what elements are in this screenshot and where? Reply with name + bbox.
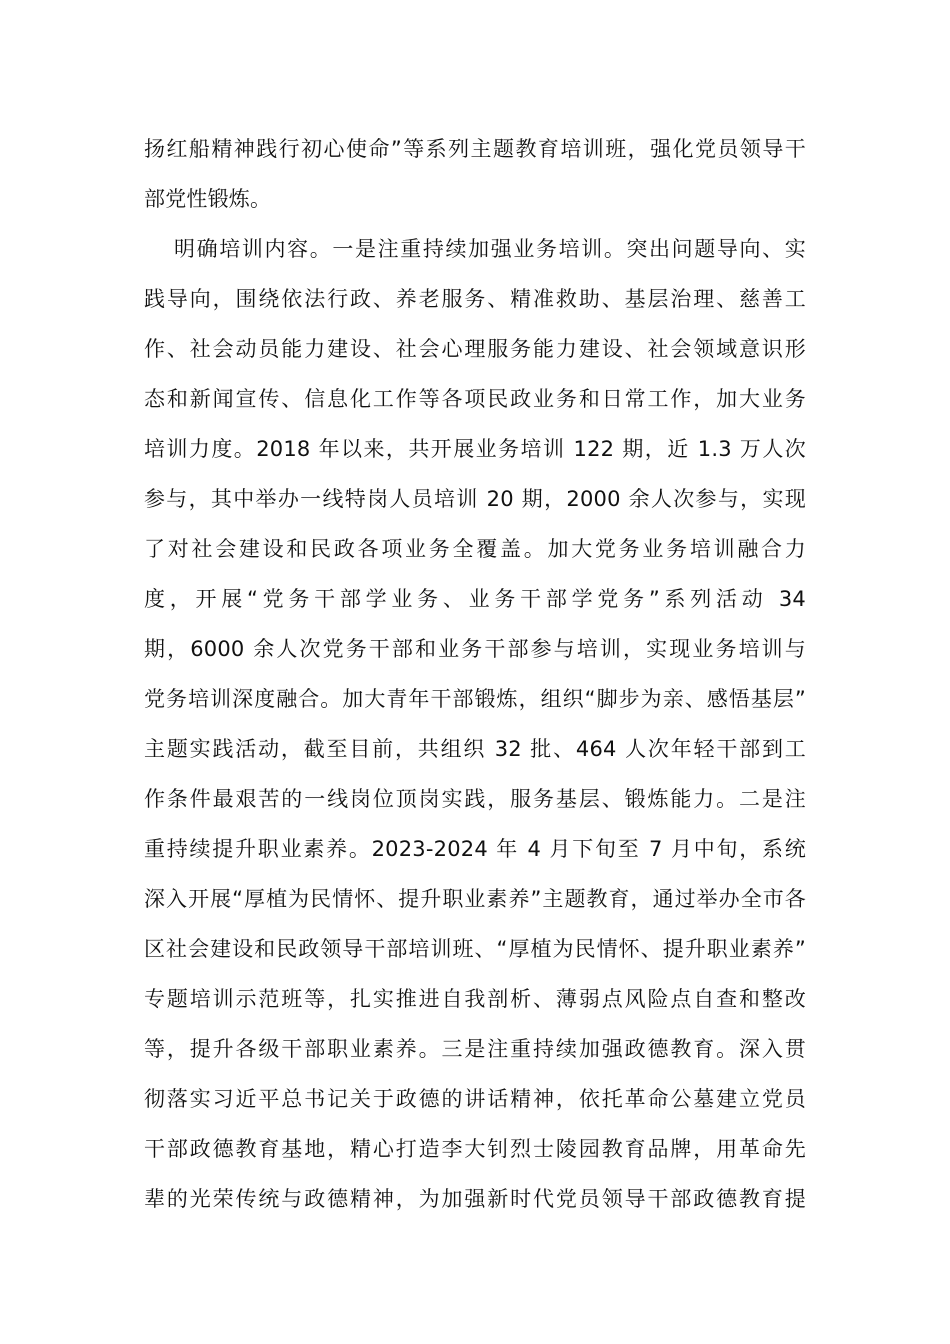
text-line: 培训力度。2018 年以来，共开展业务培训 122 期，近 1.3 万人次 <box>144 437 806 461</box>
text-line: 干部政德教育基地，精心打造李大钊烈士陵园教育品牌，用革命先 <box>144 1137 806 1161</box>
text-line: 主题实践活动，截至目前，共组织 32 批、464 人次年轻干部到工 <box>144 737 806 761</box>
text-line: 期，6000 余人次党务干部和业务干部参与培训，实现业务培训与 <box>144 637 806 661</box>
text-line: 参与，其中举办一线特岗人员培训 20 期，2000 余人次参与，实现 <box>144 487 806 511</box>
text-line: 部党性锻炼。 <box>144 187 272 211</box>
text-line: 等，提升各级干部职业素养。三是注重持续加强政德教育。深入贯 <box>144 1037 806 1061</box>
paragraph-start-line: 明确培训内容。一是注重持续加强业务培训。突出问题导向、实 <box>174 237 806 261</box>
text-line: 扬红船精神践行初心使命”等系列主题教育培训班，强化党员领导干 <box>144 137 806 161</box>
text-line: 深入开展“厚植为民情怀、提升职业素养”主题教育，通过举办全市各 <box>144 887 806 911</box>
text-line: 党务培训深度融合。加大青年干部锻炼，组织“脚步为亲、感悟基层” <box>144 687 806 711</box>
text-line: 态和新闻宣传、信息化工作等各项民政业务和日常工作，加大业务 <box>144 387 806 411</box>
text-line: 彻落实习近平总书记关于政德的讲话精神，依托革命公墓建立党员 <box>144 1087 806 1111</box>
text-line: 了对社会建设和民政各项业务全覆盖。加大党务业务培训融合力 <box>144 537 806 561</box>
text-line: 专题培训示范班等，扎实推进自我剖析、薄弱点风险点自查和整改 <box>144 987 806 1011</box>
text-line: 作、社会动员能力建设、社会心理服务能力建设、社会领域意识形 <box>144 337 806 361</box>
text-line: 作条件最艰苦的一线岗位顶岗实践，服务基层、锻炼能力。二是注 <box>144 787 806 811</box>
text-line: 践导向，围绕依法行政、养老服务、精准救助、基层治理、慈善工 <box>144 287 806 311</box>
text-line: 区社会建设和民政领导干部培训班、“厚植为民情怀、提升职业素养” <box>144 937 806 961</box>
text-line: 度，开展“党务干部学业务、业务干部学党务”系列活动 34 <box>144 587 806 611</box>
text-line: 重持续提升职业素养。2023-2024 年 4 月下旬至 7 月中旬，系统 <box>144 837 806 861</box>
text-line: 辈的光荣传统与政德精神，为加强新时代党员领导干部政德教育提 <box>144 1187 806 1211</box>
